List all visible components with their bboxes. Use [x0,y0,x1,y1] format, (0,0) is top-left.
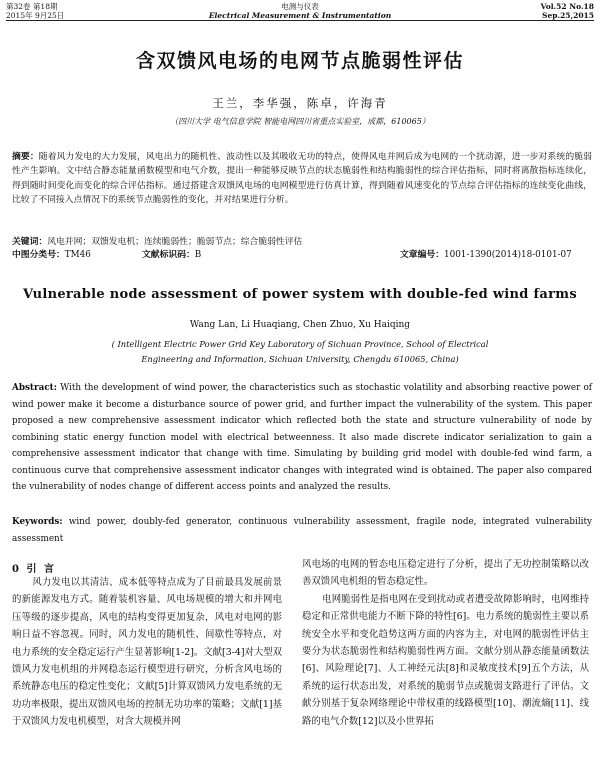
abstract-cn-text: 随着风力发电的大力发展，风电出力的随机性、波动性以及其吸收无功的特点，使得风电并网后成为电网的一个扰动源，进一步对系统的脆弱性产生影响。文中结合静态能量函数模型和电气介数，提出一种能够反映节点的状态脆弱性和结构脆弱性的综合评估指标，同时将离散指标连续化，得到随时间变化而变化的综合评估指标。通过搭建含双馈风电场的电网模型进行仿真计算，得到随着风速变化的节点综合评估指标的连续变化曲线，比较了不同接入点情况下的系统节点脆弱性的变化，并对结果进行分析。 [12,152,592,206]
abstract-cn-label: 摘要： [12,152,39,162]
authors-en: Wang Lan, Li Huaqiang, Chen Zhuo, Xu Haiqing [189,320,411,330]
keywords-cn [12,236,592,248]
abstract-cn [12,150,592,208]
keywords-cn-text: 风电并网；双馈发电机；连续脆弱性；脆弱节点；综合脆弱性评估 [47,237,303,247]
keywords-en-text: wind power, doubly-fed generator, continuous vulnerability assessment, fragile node, integrated vulnerability assessment [12,517,592,544]
class-number: 中图分类号：TM46 [12,250,91,260]
abstract-en-text: With the development of wind power, the characteristics such as stochastic volatility and absorbing reactive power of wind power make it become a disturbance source of power grid, and further impact the vulnerability of the system. This paper proposed a new comprehensive assessment indicator which reflected both the state and structure vulnerability of node by combining static energy function model with electrical betweenness. It also made discrete indicator serialization to gain a comprehensive assessment indicator that change with time. Simulating by building grid model with double-fed wind farm, a continuous curve that comprehensive assessment indicator changes with integrated wind is obtained. The paper also compared the vulnerability of nodes change of different access points and analyzed the results. [12,383,592,492]
header-date-en: Sep.25,2015 [542,11,594,20]
affiliation-en [0,337,600,366]
body-right-text: 电网脆弱性是指电网在受到扰动或者遭受故障影响时，电网维持稳定和正常供电能力不断下降的特性[6]。电力系统的脆弱性主要以系统安全水平和变化趋势这两方面的内容为主，对电网的脆弱性评估主要分为状态脆弱性和结构脆弱性两方面。文献分别从静态能量函数法[6]、风险理论[7]、人工神经元法[8]和灵敏度技术[9]五个方法，从系统的运行状态出发，对系统的脆弱节点或脆弱支路进行了评估。文献分别基于复杂网络理论中带权重的线路模型[10]、潮流熵[11]、线路的电气介数[12]以及小世界拓 [302,593,589,727]
header-date: 2015年 9月25日 [6,11,65,20]
abstract-en [12,380,592,496]
header-volume-en: Vol.52 No.18 [540,2,594,11]
document-code: 文献标识码：B [142,250,202,260]
affiliation-en-line1: ( Intelligent Electric Power Grid Key Laboratory of Sichuan Province, School of Electrical [111,339,489,349]
article-number: 文章编号：1001-1390(2014)18-0101-07 [400,250,572,260]
header-volume: 第32卷 第18期 [6,2,58,11]
body-right-continuation: 风电场的电网的暂态电压稳定进行了分析，提出了无功控制策略以改善双馈风电机组的暂态稳定性。 [302,559,589,588]
body-right-column [302,556,589,730]
affiliation-cn: （四川大学 电气信息学院 智能电网四川省重点实验室，成都，610065） [170,117,430,126]
header-rule [6,20,594,21]
body-left-column [12,574,282,731]
paper-title-cn: 含双馈风电场的电网节点脆弱性评估 [135,50,464,72]
keywords-en-label: Keywords: [12,517,63,527]
affiliation-en-line2: Engineering and Information, Sichuan University, Chengdu 610065, China) [141,353,459,364]
body-left-text: 风力发电以其清洁、成本低等特点成为了目前最具发展前景的新能源发电方式。随着装机容量、风电场规模的增大和并网电压等级的逐步提高，风电的结构变得更加复杂，风电对电网的影响日益不容忽视。同时，风力发电的随机性、间歇性等特点，对电力系统的安全稳定运行产生显著影响[1-2]。文献[3-4]对大型双馈风力发电机组的并网稳态运行模型进行研究，分析含风电场的系统静态电压的稳定性变化；文献[5]计算双馈风力发电系统的无功功率极限，提出双馈风电场的控制无功功率的策略；文献[1]基于双馈风力发电机模型，对含大规模并网 [12,577,282,728]
paper-title-en: Vulnerable node assessment of power system with double-fed wind farms [23,287,577,302]
header-journal-cn: 电测与仪表 [281,2,319,11]
header-journal-en: Electrical Measurement & Instrumentation [208,11,392,20]
keywords-en [12,514,592,547]
section-heading-introduction: 0 引 言 [12,564,56,575]
abstract-en-label: Abstract: [12,383,57,393]
keywords-cn-label: 关键词： [12,237,48,247]
authors-cn: 王兰，李华强，陈卓，许海青 [212,96,388,110]
